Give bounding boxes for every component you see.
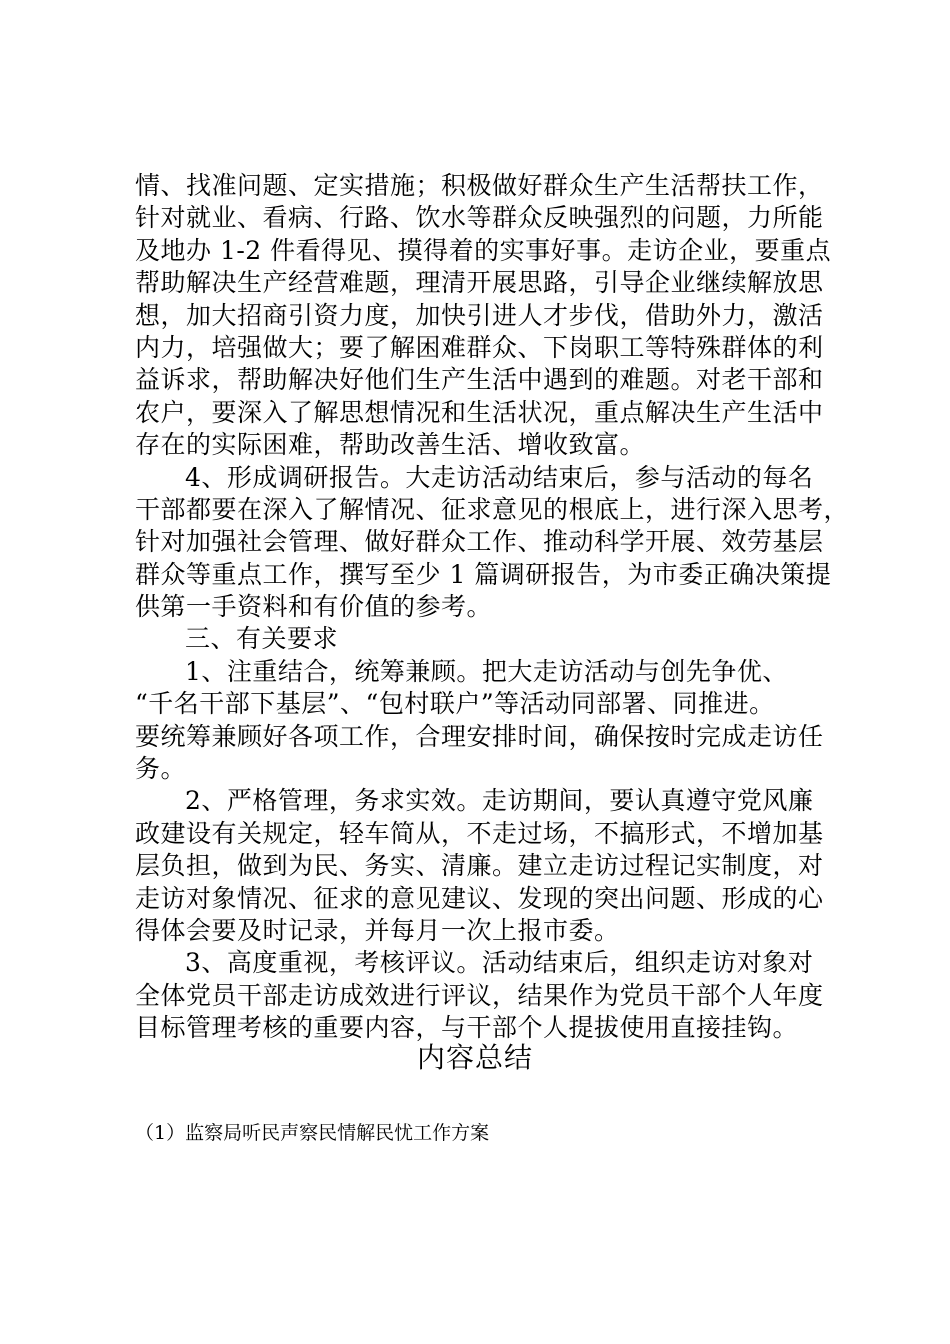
text-line: “千名干部下基层”、“包村联户”等活动同部署、同推进。 xyxy=(135,689,775,719)
text-line: 内力，培强做大；要了解困难群众、下岗职工等特殊群体的利 xyxy=(135,332,824,362)
text-line: 干部都要在深入了解情况、征求意见的根底上，进行深入思考， xyxy=(135,494,850,524)
summary-item: （1）监察局听民声察民情解民忧工作方案 xyxy=(135,1122,490,1144)
text-line: 供第一手资料和有价值的参考。 xyxy=(135,592,493,622)
text-line: 存在的实际困难，帮助改善生活、增收致富。 xyxy=(135,430,646,460)
paragraph-start-line: 2、严格管理，务求实效。走访期间，要认真遵守党风廉 xyxy=(185,786,814,816)
text-line: 帮助解决生产经营难题，理清开展思路，引导企业继续解放思 xyxy=(135,268,824,298)
text-line: 全体党员干部走访成效进行评议，结果作为党员干部个人年度 xyxy=(135,980,824,1010)
text-line: 政建设有关规定，轻车简从，不走过场，不搞形式，不增加基 xyxy=(135,818,824,848)
text-line: 针对加强社会管理、做好群众工作、推动科学开展、效劳基层 xyxy=(135,527,824,557)
text-line: 务。 xyxy=(135,754,187,784)
text-line: 目标管理考核的重要内容，与干部个人提拔使用直接挂钩。 xyxy=(135,1013,799,1043)
body-text xyxy=(135,170,850,1045)
text-line: 群众等重点工作，撰写至少 1 篇调研报告，为市委正确决策提 xyxy=(135,559,832,589)
text-line: 层负担，做到为民、务实、清廉。建立走访过程记实制度，对 xyxy=(135,851,824,881)
paragraph-start-line: 3、高度重视，考核评议。活动结束后，组织走访对象对 xyxy=(185,948,814,978)
text-line: 想，加大招商引资力度，加快引进人才步伐，借助外力，激活 xyxy=(135,300,824,330)
text-line: 及地办 1-2 件看得见、摸得着的实事好事。走访企业，要重点 xyxy=(135,235,832,265)
text-line: 情、找准问题、定实措施；积极做好群众生产生活帮扶工作， xyxy=(135,171,824,200)
text-line: 针对就业、看病、行路、饮水等群众反映强烈的问题，力所能 xyxy=(135,203,824,233)
text-line: 要统筹兼顾好各项工作，合理安排时间，确保按时完成走访任 xyxy=(135,721,824,751)
summary-title: 内容总结 xyxy=(416,1041,533,1074)
text-line: 得体会要及时记录，并每月一次上报市委。 xyxy=(135,915,620,945)
text-line: 走访对象情况、征求的意见建议、发现的突出问题、形成的心 xyxy=(135,883,824,913)
paragraph-start-line: 1、注重结合，统筹兼顾。把大走访活动与创先争优、 xyxy=(185,656,788,686)
section-heading: 三、有关要求 xyxy=(185,624,339,654)
paragraph-start-line: 4、形成调研报告。大走访活动结束后，参与活动的每名 xyxy=(185,462,814,492)
text-line: 益诉求，帮助解决好他们生产生活中遇到的难题。对老干部和 xyxy=(135,365,824,395)
text-line: 农户，要深入了解思想情况和生活状况，重点解决生产生活中 xyxy=(135,397,824,427)
